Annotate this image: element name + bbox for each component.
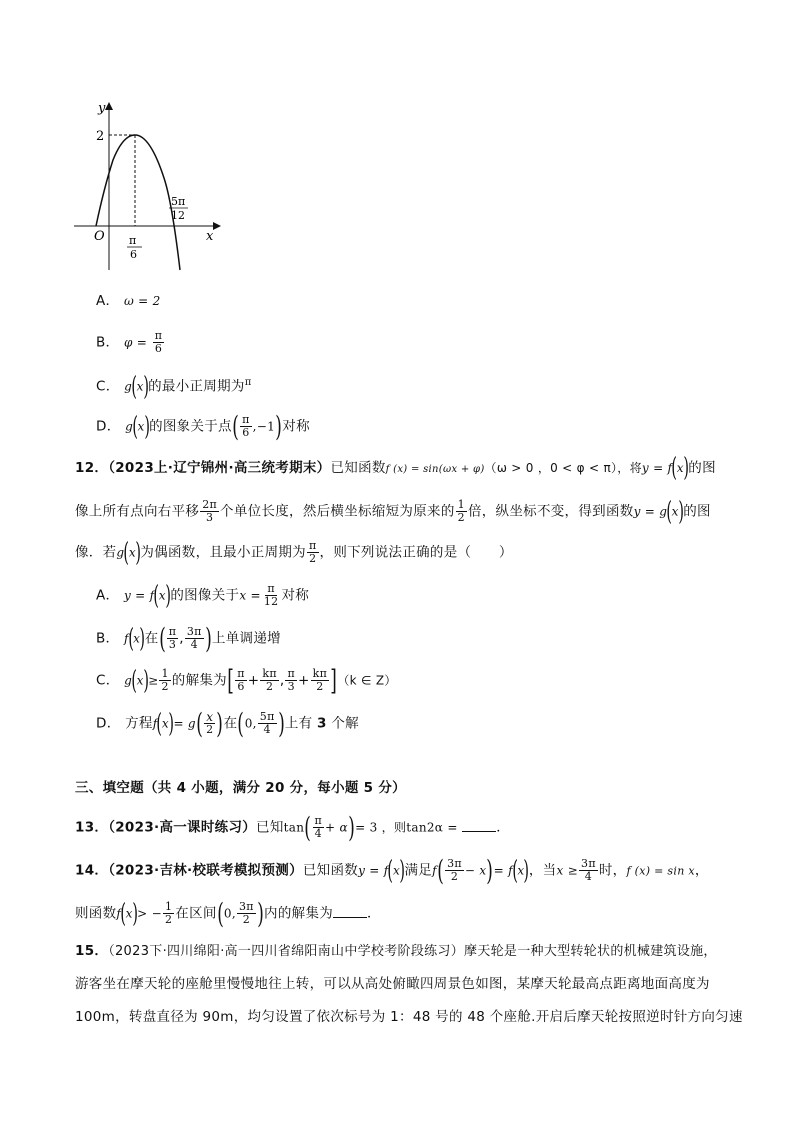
fraction: $\frac{3\pi}{2}$: [447, 857, 462, 883]
fraction: $\frac{\pi}{6}$: [154, 329, 163, 355]
q12-line-1: [75, 453, 716, 483]
left-paren: (: [153, 580, 160, 611]
func-f: f: [123, 631, 129, 646]
left-paren: (: [237, 706, 245, 740]
text: 倍，纵坐标不变，得到函数: [467, 503, 634, 520]
q12-option-b[interactable]: B． f(x)在( $\frac{\pi}{3}$ , $\frac{3\pi}{4}$ )上单调递增: [96, 621, 281, 655]
option-tail: 个解: [331, 715, 359, 732]
q12-option-c[interactable]: C． g(x)≥ $\frac{1}{2}$ 的解集为[ $\frac{\pi}{6}$ + $\frac{k\pi}{2}$ , $\frac{\pi}{3}$ + $\frac{k\pi}{2}$ ]（k ∈ Z）: [96, 663, 397, 697]
q11-option-a[interactable]: [96, 291, 161, 311]
right-paren: ): [216, 706, 224, 740]
answer-blank[interactable]: [333, 905, 367, 918]
right-paren: ): [135, 537, 142, 568]
left-paren: (: [132, 411, 139, 442]
var-x: x: [392, 863, 401, 878]
fraction: $\frac{x}{2}$: [206, 710, 214, 736]
q12-line-3: [75, 537, 513, 568]
left-paren: (: [123, 537, 130, 568]
fraction: $\frac{2\pi}{3}$: [202, 498, 218, 524]
var-x: x: [676, 461, 684, 475]
var-x: x: [671, 504, 679, 519]
comma: ，: [694, 862, 709, 879]
var-x: x: [136, 379, 144, 394]
var-x: x: [161, 716, 169, 731]
option-text: 的图像关于: [170, 587, 240, 604]
func-y: y = f: [641, 461, 673, 475]
text: ，则下列说法正确的是（ ）: [319, 544, 513, 561]
peak-x-num: π: [129, 234, 137, 247]
y-axis-label: y: [98, 101, 106, 116]
fraction: $\frac{1}{2}$: [161, 667, 169, 693]
fraction: $\frac{\pi}{6}$: [237, 667, 245, 693]
fraction: $\frac{\pi}{2}$: [308, 539, 317, 565]
text: 上有: [284, 715, 313, 732]
func-g: g: [116, 545, 125, 560]
option-letter: A．: [96, 587, 120, 604]
q12-line-2: [75, 496, 711, 527]
left-paren: (: [120, 898, 127, 929]
q15-line-2: 游客坐在摩天轮的座舱里慢慢地往上转，可以从高处俯瞰四周景色如图，某摩天轮最高点距离地面高度为: [75, 976, 710, 992]
option-letter: D．: [96, 418, 121, 435]
left-bracket: [: [227, 663, 234, 697]
func-g: g: [125, 419, 134, 434]
right-paren: ): [168, 708, 175, 739]
q11-option-d[interactable]: [96, 409, 310, 443]
text: 则函数: [75, 905, 117, 922]
question-source: （2023·高一课时练习）: [108, 819, 257, 836]
x-axis-label: x: [206, 229, 214, 244]
text: 的解集为: [171, 672, 227, 689]
right-paren: ): [143, 411, 150, 442]
answer-blank[interactable]: [462, 819, 496, 832]
left-paren: (: [158, 621, 166, 655]
right-paren: ): [523, 855, 530, 886]
left-paren: (: [304, 810, 312, 844]
text: = 3 ，则: [355, 820, 407, 835]
left-paren: (: [232, 409, 239, 443]
axis-eq: x =: [239, 588, 261, 603]
text: 个单位长度，然后横坐标缩短为原来的: [220, 503, 455, 520]
ge-sign: ≥: [148, 673, 159, 688]
question-number: 12．: [75, 460, 109, 476]
option-letter: A．: [96, 293, 120, 309]
q15-line-1: [75, 941, 717, 962]
peak-x-den: 6: [130, 248, 137, 261]
left-paren: (: [131, 371, 138, 402]
fraction: $\frac{\pi}{6}$: [242, 413, 250, 439]
interval-start: 0,: [223, 906, 236, 921]
func-g: g: [124, 379, 133, 394]
condition: （ω > 0 ，0 < φ < π），将: [484, 461, 642, 475]
q12-option-a[interactable]: [96, 580, 310, 611]
sine-graph: [68, 98, 228, 278]
option-letter: C．: [96, 378, 120, 395]
right-paren: ): [142, 371, 149, 402]
text: 在区间: [175, 905, 217, 922]
fraction: $\frac{k\pi}{2}$: [312, 667, 328, 693]
option-letter: D．: [96, 715, 121, 732]
fraction: $\frac{1}{2}$: [457, 498, 465, 524]
fraction: $\frac{\pi}{3}$: [287, 667, 295, 693]
tan-func: tan: [283, 820, 305, 835]
text: 的图: [688, 460, 716, 476]
text: 已知: [256, 819, 284, 836]
q12-option-d[interactable]: [96, 706, 359, 740]
root-x-den: 12: [171, 209, 185, 222]
option-text: 的最小正周期为: [148, 378, 245, 395]
left-paren: (: [387, 855, 394, 886]
option-letter: B．: [96, 630, 120, 647]
q11-option-b[interactable]: [96, 330, 165, 355]
fraction: $\frac{5\pi}{4}$: [259, 710, 275, 736]
right-paren: ): [275, 409, 283, 443]
question-number: 13．: [75, 819, 109, 836]
right-paren: ): [399, 855, 406, 886]
q11-option-c[interactable]: [96, 371, 252, 402]
func-y: y = g: [633, 504, 668, 519]
alpha: + α: [325, 820, 348, 835]
var-x: x: [136, 673, 144, 688]
func-f: f: [152, 716, 158, 731]
fraction: $\frac{3\pi}{4}$: [186, 625, 202, 651]
option-letter: B．: [96, 334, 120, 351]
period: ．: [496, 819, 511, 836]
fraction: $\frac{\pi}{3}$: [168, 625, 177, 651]
text: 在: [223, 715, 238, 732]
text: 时，: [598, 862, 627, 879]
option-tail: 对称: [281, 587, 310, 604]
option-tail: （k ∈ Z）: [337, 673, 397, 688]
period-value: π: [244, 377, 252, 388]
var-x: x: [128, 545, 136, 560]
fraction: $\frac{3\pi}{4}$: [581, 857, 596, 883]
right-paren: ): [165, 580, 171, 611]
period: ．: [367, 905, 381, 922]
q15-line-3: 100m，转盘直径为 90m，均匀设置了依次标号为 1：48 号的 48 个座舱.开启后摩天轮按照逆时针方向匀速: [75, 1009, 743, 1025]
root-x-num: 5π: [171, 195, 186, 208]
text: 内的解集为: [264, 905, 334, 922]
func-f: f: [432, 863, 437, 878]
right-paren: ): [204, 621, 212, 655]
right-paren: ): [132, 898, 138, 929]
left-paren: (: [437, 853, 444, 887]
fraction: $\frac{\pi}{12}$: [263, 582, 279, 608]
left-paren: (: [512, 855, 518, 886]
eq-f: = f: [493, 863, 513, 878]
right-paren: ): [142, 665, 149, 696]
var-x: x: [125, 906, 133, 921]
func-y: y = f: [123, 588, 155, 603]
fraction: $\frac{\pi}{4}$: [314, 814, 323, 840]
text: ，当: [528, 862, 557, 879]
question-source: （2023·吉林·校联考模拟预测）: [108, 862, 303, 879]
option-letter: C．: [96, 672, 120, 689]
question-number: 14．: [75, 862, 109, 879]
q14-line-2: [75, 896, 381, 930]
text: 像．若: [75, 544, 117, 561]
minus-x: − x: [464, 863, 487, 878]
point-coord: ,−1: [252, 419, 276, 434]
left-paren: (: [131, 665, 138, 696]
var-x: x: [137, 419, 145, 434]
func-def: f (x) = sin x: [626, 864, 695, 878]
func-f: f: [116, 906, 122, 921]
text: 的图: [683, 503, 711, 520]
right-bracket: ]: [330, 663, 338, 697]
origin-label: O: [94, 229, 105, 244]
question-source: （2023上·辽宁锦州·高三统考期末）: [108, 460, 331, 476]
left-paren: (: [196, 706, 203, 740]
section-3-title: 三、填空题（共 4 小题，满分 20 分，每小题 5 分）: [75, 780, 406, 796]
func-g: g: [124, 673, 133, 688]
option-text: ω = 2: [123, 294, 161, 308]
text: 已知函数: [302, 862, 359, 879]
text: 方程: [125, 715, 153, 732]
max-value-label: 2: [96, 129, 105, 144]
text: 满足: [404, 862, 433, 879]
func-def: f (x) = sin(ωx + φ): [385, 464, 485, 475]
var-x: x: [133, 631, 141, 646]
left-paren: (: [671, 453, 678, 483]
y-axis-arrow: [105, 102, 113, 110]
text: 为偶函数，且最小正周期为: [140, 544, 306, 561]
q13-line-1: [75, 810, 511, 844]
text: 在: [144, 630, 159, 647]
fraction: $\frac{k\pi}{2}$: [262, 667, 277, 693]
text: 已知函数: [330, 460, 386, 476]
left-paren: (: [156, 708, 163, 739]
gt-sign: > −: [137, 906, 162, 921]
interval-start: 0,: [244, 716, 257, 731]
right-paren: ): [139, 623, 146, 654]
x-ge: x ≥: [556, 863, 579, 878]
tan2-expr: tan2α =: [406, 820, 458, 835]
q14-line-1: [75, 853, 709, 887]
fraction: $\frac{3\pi}{2}$: [238, 900, 254, 926]
right-paren: ): [683, 453, 689, 483]
right-paren: ): [678, 496, 684, 527]
x-axis-arrow: [213, 222, 221, 230]
question-number: 15．: [75, 943, 109, 959]
left-paren: (: [216, 896, 224, 930]
option-pre: φ =: [123, 335, 148, 350]
text: 像上所有点向右平移: [75, 503, 200, 520]
left-paren: (: [128, 623, 134, 654]
var-x: x: [158, 588, 166, 603]
right-paren: ): [257, 896, 264, 930]
right-paren: ): [486, 853, 494, 887]
fraction: $\frac{1}{2}$: [164, 900, 173, 926]
option-tail: 上单调递增: [211, 630, 281, 647]
solution-count: 3: [317, 715, 327, 732]
right-paren: ): [348, 810, 355, 844]
question-text: （2023下·四川绵阳·高一四川省绵阳南山中学校考阶段练习）摩天轮是一种大型转轮状的机械建筑设施，: [108, 944, 717, 959]
left-paren: (: [666, 496, 673, 527]
func-y: y = f: [358, 863, 389, 878]
option-text: 的图象关于点: [149, 418, 232, 435]
eq-g: = g: [173, 716, 196, 731]
right-paren: ): [277, 706, 285, 740]
var-x: x: [517, 863, 525, 878]
option-tail: 对称: [282, 418, 310, 435]
